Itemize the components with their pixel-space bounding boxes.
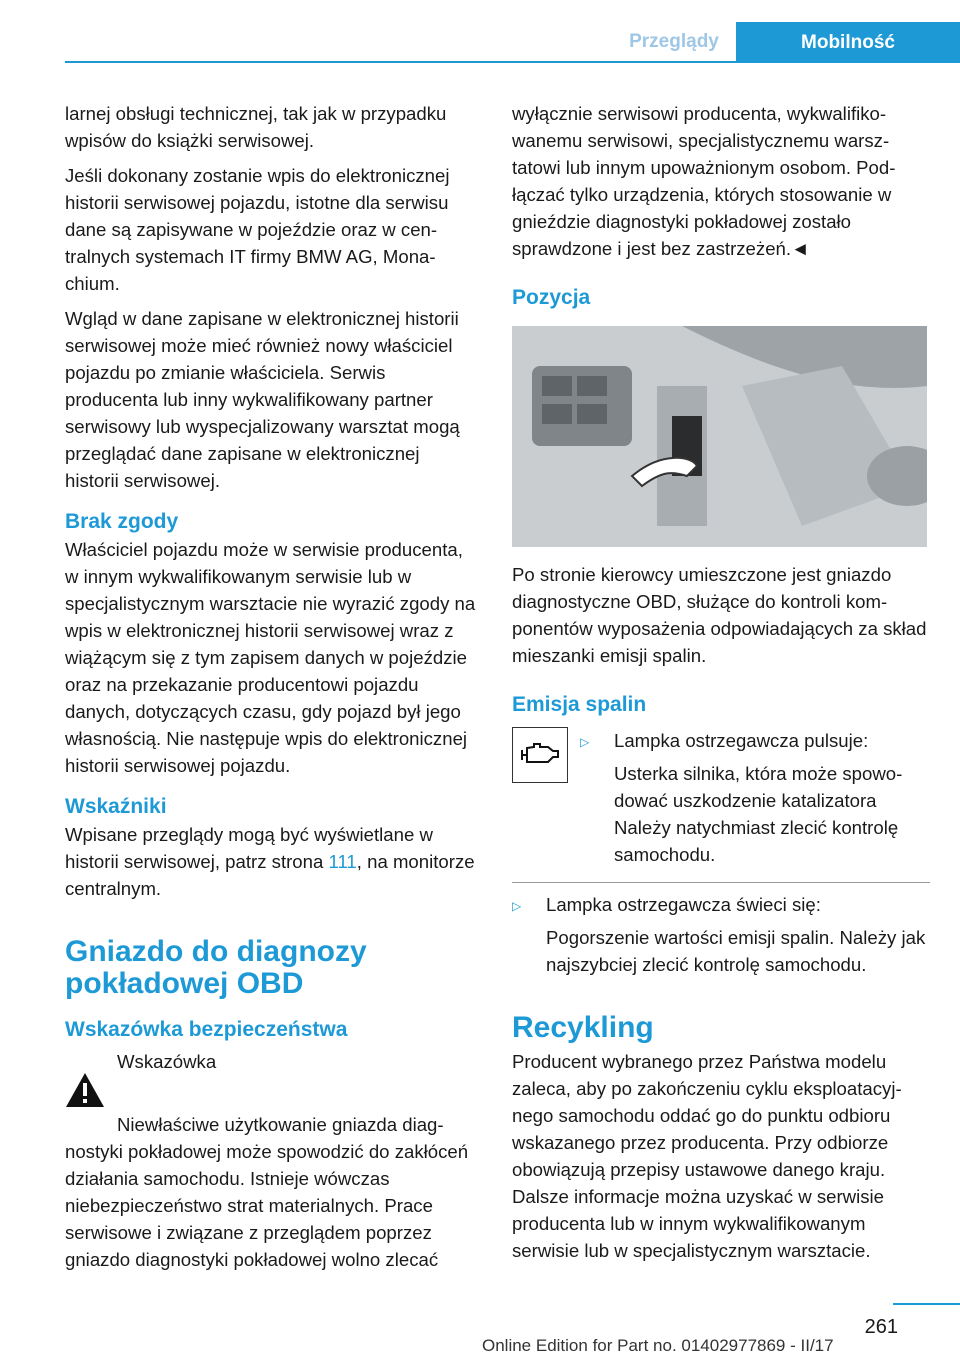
footer-rule	[893, 1303, 960, 1305]
bullet-text: Pogorszenie wartości emisji spalin. Należy jak najszybciej zlecić kontrolę samochodu.	[546, 927, 926, 975]
right-column	[512, 100, 930, 1272]
bullet-content	[546, 891, 930, 1012]
text: , na monitorze centralnym.	[65, 851, 475, 899]
check-engine-icon	[512, 727, 568, 783]
bullet-title: Lampka ostrzegawcza świeci się:	[546, 894, 821, 915]
warning-block	[65, 1048, 477, 1115]
heading-wskazniki: Wskaźniki	[65, 795, 167, 818]
paragraph: Po stronie kierowcy umieszczone jest gniazdo diagnostyczne OBD, służące do kontroli komponentów wyposażenia odpowiadających za skład mieszanki emisji spalin.	[512, 564, 927, 666]
paragraph	[65, 821, 477, 902]
warning-title-wrap	[117, 1048, 216, 1115]
warning-lamp-item	[512, 727, 930, 878]
heading-emisja-spalin: Emisja spalin	[512, 693, 647, 716]
lamp-bullet-wrap	[580, 727, 930, 878]
paragraph: Jeśli dokonany zostanie wpis do elektronicznej historii serwisowej pojazdu, istotne dla serwisu dane są zapisywane w pojeździe oraz w centralnych systemach IT firmy BMW AG, Monachium.	[65, 165, 450, 294]
warning-text: Niewłaściwe użytkowanie gniazda diagnostyki pokładowej może spowodzić do zakłóceń działania samochodu. Istnieje wówczas niebezpieczeństwo strat materialnych. Prace serwisowe i związane z przeglądem poprzez gniazdo diagnostyki pokładowej wolno zlecać	[65, 1114, 469, 1270]
tab-current-section[interactable]: Mobilność	[736, 22, 960, 63]
triangle-right-icon: ▷	[580, 735, 590, 749]
page-link[interactable]: 111	[328, 851, 357, 872]
heading-recykling: Recykling	[512, 1011, 654, 1044]
heading-pozycja: Pozycja	[512, 286, 591, 309]
paragraph: Wgląd w dane zapisane w elektronicznej historii serwisowej może mieć również nowy właściciel pojazdu po zmianie właściciela. Serwis producenta lub inny wykwalifikowany partner serwisowy lub wyspecjalizowany warsztat mogą przeglądać dane zapisane w elektronicznej historii serwisowej.	[65, 308, 460, 491]
paragraph: larnej obsługi technicznej, tak jak w przypadku wpisów do książki serwisowej.	[65, 103, 447, 151]
paragraph: Właściciel pojazdu może w serwisie producenta, w innym wykwalifikowanym serwisie lub w specjalistycznym warsztacie nie wyrazić zgody na wpis w elektronicznej historii serwisowej wraz z wiążącym się z tym zapisem danych w pojeździe oraz na przekazanie producentowi pojazdu danych, dotyczących czasu, gdy pojazd był jego własnością. Nie następuje wpis do elektronicznej historii serwisowej pojazdu.	[65, 539, 476, 776]
divider	[512, 882, 930, 883]
bullet-content	[614, 727, 930, 878]
paragraph: wyłącznie serwisowi producenta, wykwalifikowanemu serwisowi, specjalistycznemu warsztatowi lub innym upoważnionym osobom. Podłączać tylko urządzenia, których stosowanie w gnieździe diagnostyki pokładowej zostało sprawdzone i jest bez zastrzeżeń.◄	[512, 103, 896, 259]
heading-gniazdo-obd: Gniazdo do diagnozy pokładowej OBD	[65, 935, 367, 1000]
heading-wskazowka-bezpieczenstwa: Wskazówka bezpieczeństwa	[65, 1018, 348, 1041]
warning-triangle-icon	[65, 1072, 105, 1115]
bullet-item	[580, 727, 930, 878]
bullet-title: Lampka ostrzegawcza pulsuje:	[614, 730, 869, 751]
warning-title: Wskazówka	[117, 1051, 217, 1072]
triangle-right-icon: ▷	[512, 899, 522, 913]
text: Wpisane przeglądy mogą być wyświetlane w historii serwisowej, patrz strona	[65, 824, 433, 872]
footer-edition: Online Edition for Part no. 01402977869 - II/17	[482, 1336, 834, 1355]
obd-socket-photo	[512, 326, 927, 547]
heading-brak-zgody: Brak zgody	[65, 510, 179, 533]
page-number: 261	[864, 1316, 898, 1338]
bullet-item	[512, 891, 930, 1012]
bullet-text: Usterka silnika, która może spowodować uszkodzenie katalizatora Należy natychmiast zlecić kontrolę samochodu.	[614, 763, 903, 865]
tab-previous-section[interactable]: Przeglądy	[629, 30, 719, 52]
left-column	[65, 100, 477, 1281]
paragraph: Producent wybranego przez Państwa modelu zaleca, aby po zakończeniu cyklu eksploatacyjnego samochodu oddać go do punktu odbioru wskazanego przez producenta. Przy odbiorze obowiązują przepisy ustawowe danego kraju. Dalsze informacje można uzyskać w serwisie producenta lub w innym wykwalifikowanym serwisie lub w specjalistycznym warsztacie.	[512, 1051, 902, 1261]
